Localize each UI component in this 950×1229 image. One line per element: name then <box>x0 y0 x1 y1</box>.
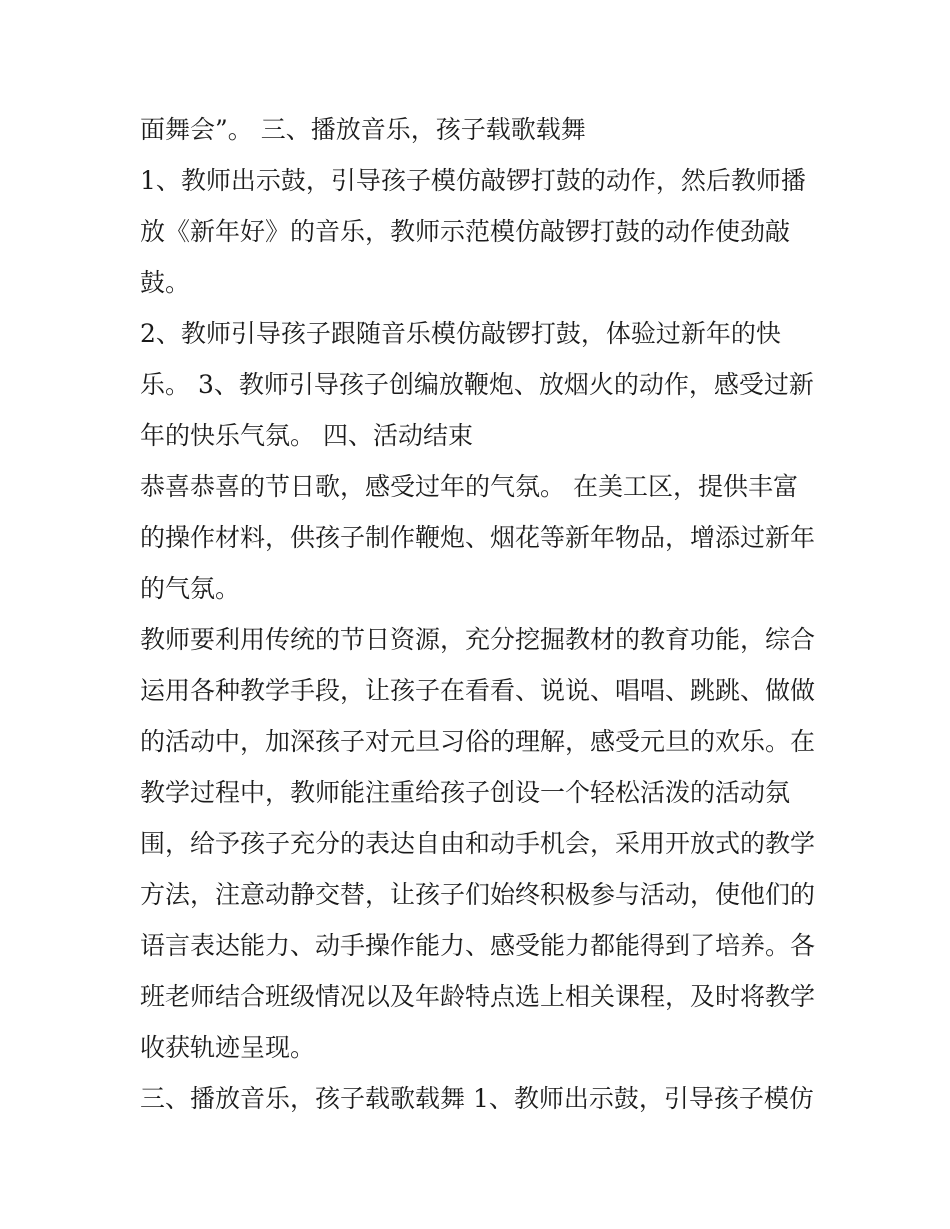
paragraph-6 <box>140 1073 820 1124</box>
text-line: 乐。 3、教师引导孩子创编放鞭炮、放烟火的动作，感受过新 <box>140 370 814 399</box>
paragraph-2 <box>140 155 820 308</box>
text-line: 班老师结合班级情况以及年龄特点选上相关课程，及时将教学 <box>140 982 816 1011</box>
paragraph-4 <box>140 461 820 614</box>
text-line: 教师要利用传统的节日资源，充分挖掘教材的教育功能，综合 <box>140 625 816 654</box>
paragraph-1 <box>140 104 820 155</box>
text-line: 的操作材料，供孩子制作鞭炮、烟花等新年物品，增添过新年 <box>140 523 816 552</box>
text-line: 面舞会”。 三、播放音乐，孩子载歌载舞 <box>140 115 586 144</box>
text-line: 鼓。 <box>140 268 191 297</box>
text-line: 年的快乐气氛。 四、活动结束 <box>140 421 473 450</box>
paragraph-5 <box>140 614 820 1073</box>
text-line: 收获轨迹呈现。 <box>140 1033 316 1062</box>
text-line: 2、教师引导孩子跟随音乐模仿敲锣打鼓，体验过新年的快 <box>140 319 781 348</box>
text-line: 围，给予孩子充分的表达自由和动手机会，采用开放式的教学 <box>140 829 816 858</box>
text-line: 的气氛。 <box>140 574 241 603</box>
text-line: 的活动中，加深孩子对元旦习俗的理解，感受元旦的欢乐。在 <box>140 727 816 756</box>
text-line: 方法，注意动静交替，让孩子们始终积极参与活动，使他们的 <box>140 880 816 909</box>
text-line: 教学过程中，教师能注重给孩子创设一个轻松活泼的活动氛 <box>140 778 791 807</box>
text-line: 三、播放音乐，孩子载歌载舞 1、教师出示鼓，引导孩子模仿 <box>140 1084 814 1113</box>
text-line: 运用各种教学手段，让孩子在看看、说说、唱唱、跳跳、做做 <box>140 676 816 705</box>
text-line: 语言表达能力、动手操作能力、感受能力都能得到了培养。各 <box>140 931 816 960</box>
text-line: 放《新年好》的音乐，教师示范模仿敲锣打鼓的动作使劲敲 <box>140 217 791 246</box>
document-body <box>140 104 820 1124</box>
text-line: 恭喜恭喜的节日歌，感受过年的气氛。 在美工区，提供丰富 <box>140 472 798 501</box>
paragraph-3 <box>140 308 820 461</box>
text-line: 1、教师出示鼓，引导孩子模仿敲锣打鼓的动作，然后教师播 <box>140 166 806 195</box>
